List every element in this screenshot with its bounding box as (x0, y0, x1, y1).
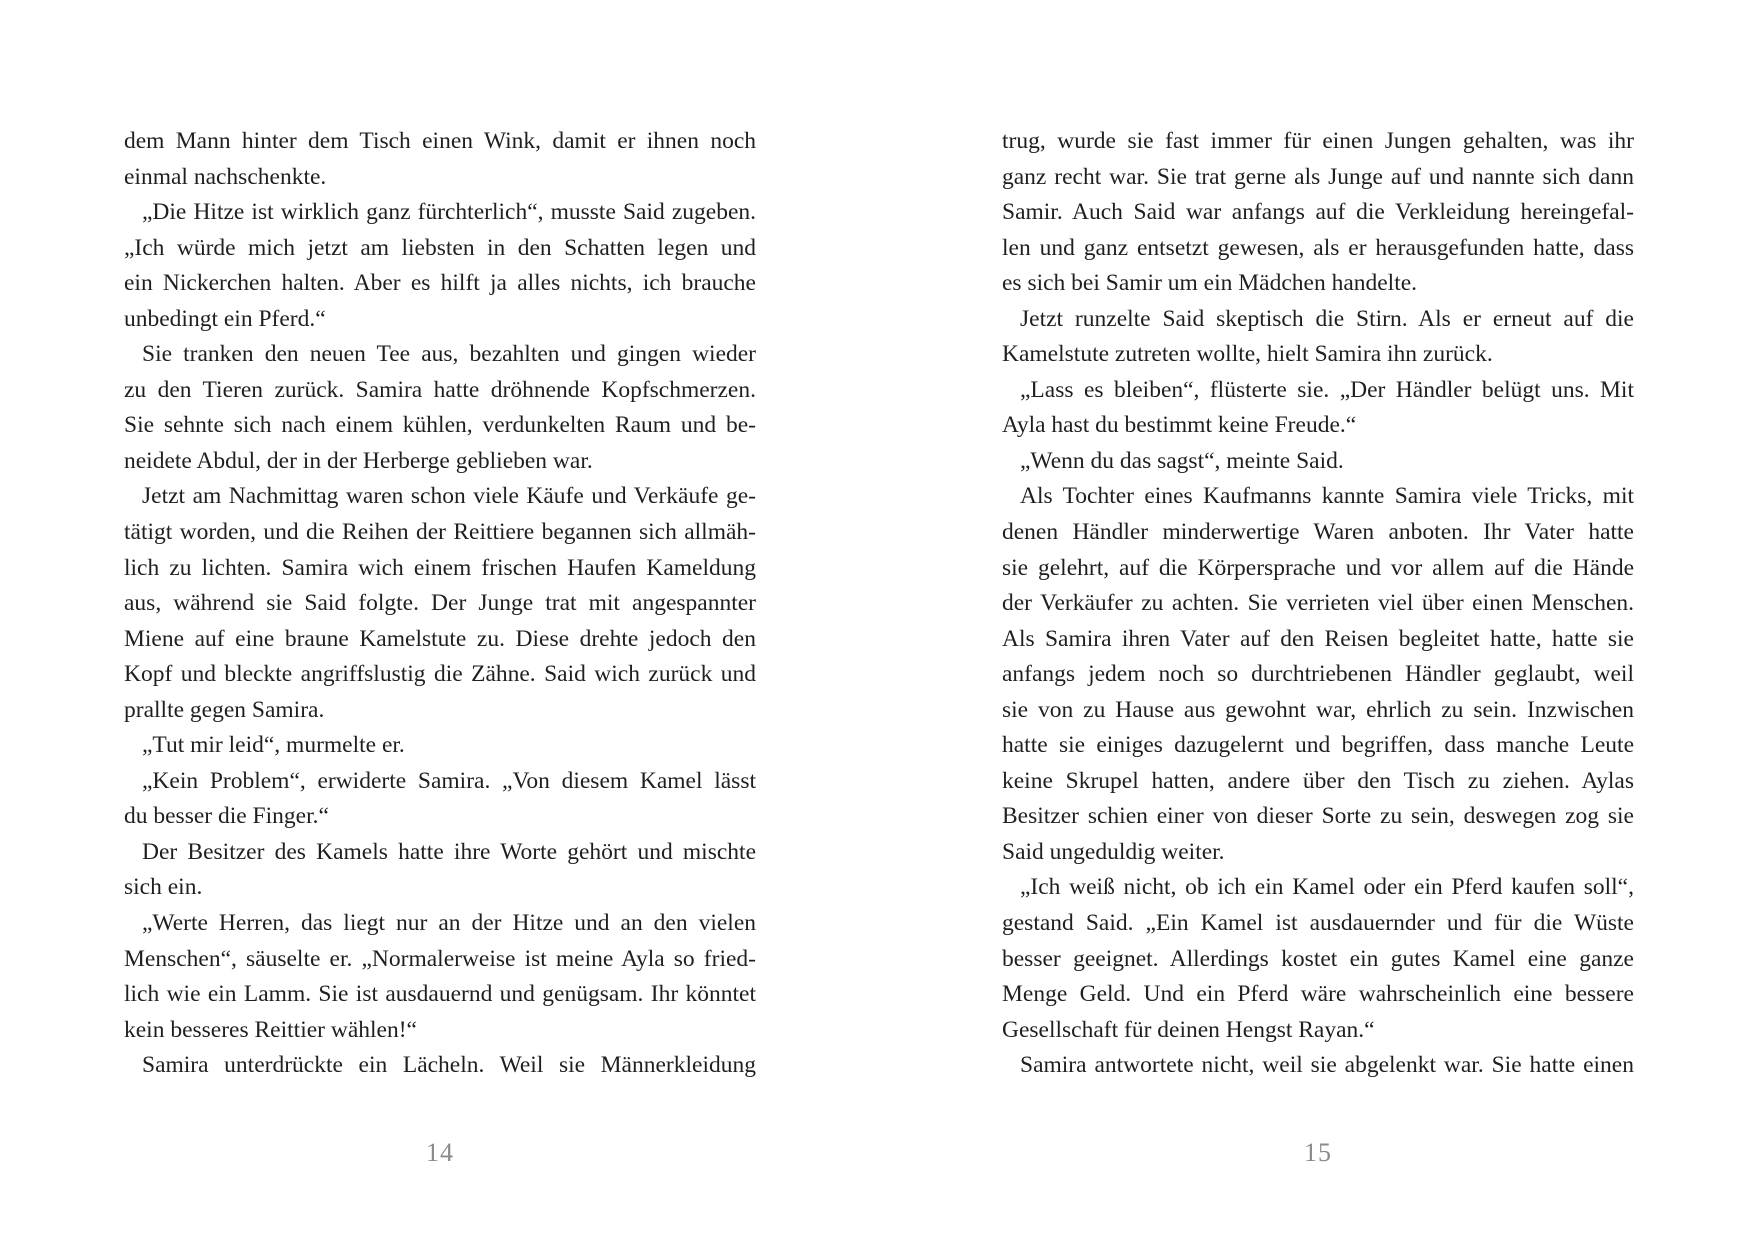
text-line: Jetzt am Nachmittag waren schon viele Käufe und Verkäufe ge- (142, 483, 756, 510)
text-line: „Werte Herren, das liegt nur an der Hitze und an den vielen (142, 910, 756, 937)
text-line: Samir. Auch Said war anfangs auf die Verkleidung hereingefal- (1002, 199, 1634, 226)
text-line: einmal nachschenkte. (124, 163, 327, 190)
text-line: es sich bei Samir um ein Mädchen handelte. (1002, 270, 1418, 297)
text-line: Menge Geld. Und ein Pferd wäre wahrscheinlich eine bessere (1002, 981, 1634, 1008)
text-line: Besitzer schien einer von dieser Sorte zu sein, deswegen zog sie (1002, 803, 1634, 830)
text-line: „Ich würde mich jetzt am liebsten in den Schatten legen und (124, 234, 756, 261)
text-line: ein Nickerchen halten. Aber es hilft ja alles nichts, ich brauche (124, 270, 756, 297)
text-line: dem Mann hinter dem Tisch einen Wink, damit er ihnen noch (124, 128, 756, 154)
text-line: keine Skrupel hatten, andere über den Tisch zu ziehen. Aylas (1002, 767, 1634, 794)
text-line: Sie tranken den neuen Tee aus, bezahlten und gingen wieder (142, 341, 756, 368)
text-line: der Verkäufer zu achten. Sie verrieten viel über einen Menschen. (1002, 590, 1634, 617)
text-line: kein besseres Reittier wählen!“ (124, 1016, 417, 1043)
text-line: „Wenn du das sagst“, meinte Said. (1020, 447, 1344, 474)
text-line: gestand Said. „Ein Kamel ist ausdauernder und für die Wüste (1002, 910, 1634, 937)
text-line: Der Besitzer des Kamels hatte ihre Worte gehört und mischte (142, 838, 756, 865)
text-line: „Die Hitze ist wirklich ganz fürchterlich“, musste Said zugeben. (142, 199, 756, 226)
text-line: Als Tochter eines Kaufmanns kannte Samira viele Tricks, mit (1020, 483, 1634, 510)
text-line: ganz recht war. Sie trat gerne als Junge auf und nannte sich dann (1002, 163, 1634, 190)
text-line: sich ein. (124, 874, 203, 901)
text-line: unbedingt ein Pferd.“ (124, 305, 326, 332)
text-line: „Kein Problem“, erwiderte Samira. „Von diesem Kamel lässt (142, 767, 756, 794)
text-line: Said ungeduldig weiter. (1002, 838, 1225, 865)
text-line: prallte gegen Samira. (124, 696, 325, 723)
text-line: sie von zu Hause aus gewohnt war, ehrlich zu sein. Inzwischen (1002, 696, 1634, 723)
text-line: trug, wurde sie fast immer für einen Jungen gehalten, was ihr (1002, 128, 1634, 154)
text-line: Jetzt runzelte Said skeptisch die Stirn. Als er erneut auf die (1020, 305, 1634, 332)
text-line: „Ich weiß nicht, ob ich ein Kamel oder ein Pferd kaufen soll“, (1020, 874, 1634, 901)
text-line: sie gelehrt, auf die Körpersprache und vor allem auf die Hände (1002, 554, 1634, 581)
text-line: tätigt worden, und die Reihen der Reittiere begannen sich allmäh- (124, 519, 756, 546)
text-line: Als Samira ihren Vater auf den Reisen begleitet hatte, hatte sie (1002, 625, 1634, 652)
text-line: zu den Tieren zurück. Samira hatte dröhnende Kopfschmerzen. (124, 376, 756, 403)
text-line: anfangs jedem noch so durchtriebenen Händler geglaubt, weil (1002, 661, 1634, 688)
text-line: Menschen“, säuselte er. „Normalerweise ist meine Ayla so fried- (124, 945, 756, 972)
right-page (1002, 124, 1634, 1084)
text-line: Sie sehnte sich nach einem kühlen, verdunkelten Raum und be- (124, 412, 756, 439)
text-line: lich wie ein Lamm. Sie ist ausdauernd und genügsam. Ihr könntet (124, 981, 756, 1008)
left-page-number: 14 (426, 1138, 454, 1167)
text-line: Kamelstute zutreten wollte, hielt Samira ihn zurück. (1002, 341, 1493, 368)
text-line: Ayla hast du bestimmt keine Freude.“ (1002, 412, 1357, 439)
text-line: Samira unterdrückte ein Lächeln. Weil sie Männerkleidung (142, 1052, 756, 1079)
right-page-text (1002, 124, 1634, 1084)
text-line: „Lass es bleiben“, flüsterte sie. „Der Händler belügt uns. Mit (1020, 376, 1634, 403)
text-line: lich zu lichten. Samira wich einem frischen Haufen Kameldung (124, 554, 756, 581)
text-line: „Tut mir leid“, murmelte er. (142, 732, 405, 759)
text-line: Kopf und bleckte angriffslustig die Zähne. Said wich zurück und (124, 661, 756, 688)
left-page (124, 124, 756, 1084)
right-page-number: 15 (1304, 1138, 1332, 1167)
text-line: Samira antwortete nicht, weil sie abgelenkt war. Sie hatte einen (1020, 1052, 1634, 1079)
text-line: aus, während sie Said folgte. Der Junge trat mit angespannter (124, 590, 756, 617)
left-page-text (124, 124, 756, 1084)
text-line: du besser die Finger.“ (124, 803, 329, 830)
text-line: neidete Abdul, der in der Herberge geblieben war. (124, 447, 593, 474)
text-line: besser geeignet. Allerdings kostet ein gutes Kamel eine ganze (1002, 945, 1634, 972)
text-line: len und ganz entsetzt gewesen, als er herausgefunden hatte, dass (1002, 234, 1634, 261)
text-line: Miene auf eine braune Kamelstute zu. Diese drehte jedoch den (124, 625, 756, 652)
text-line: denen Händler minderwertige Waren anboten. Ihr Vater hatte (1002, 519, 1634, 546)
text-line: Gesellschaft für deinen Hengst Rayan.“ (1002, 1016, 1375, 1043)
text-line: hatte sie einiges dazugelernt und begriffen, dass manche Leute (1002, 732, 1634, 759)
